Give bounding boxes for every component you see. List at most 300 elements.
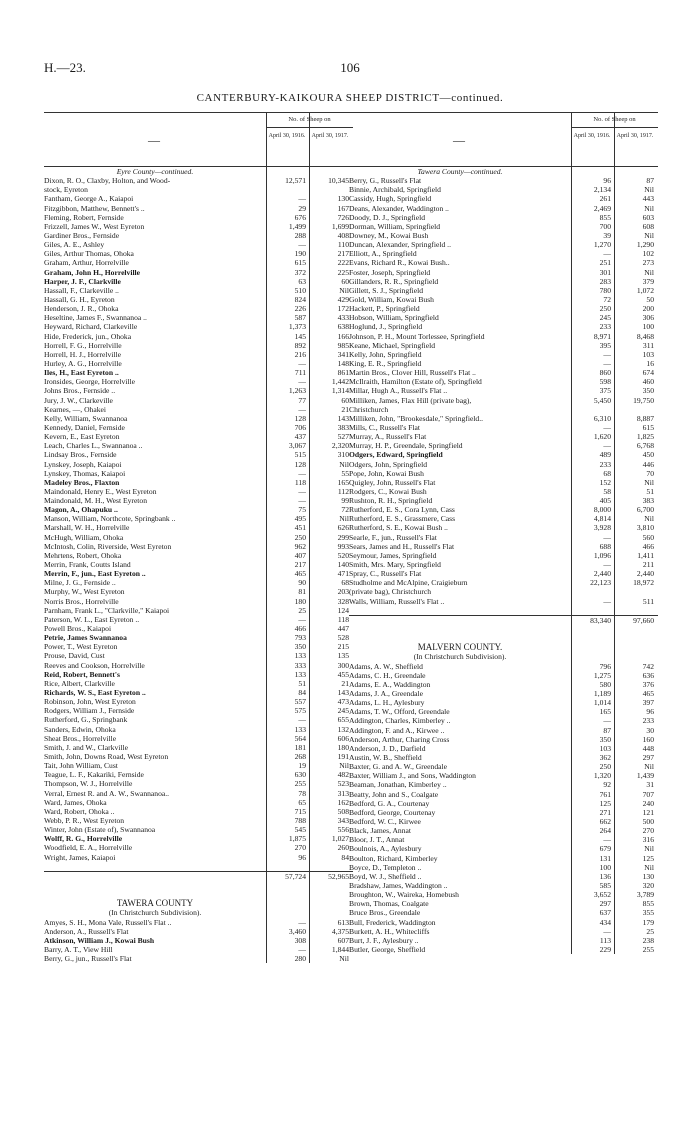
sheep-1916: 824 [294, 294, 306, 304]
table-row [44, 697, 353, 706]
owner-name: Horrell, F. G., Horrelville [44, 340, 122, 350]
table-row [349, 350, 658, 359]
sheep-1917: Nil [644, 862, 654, 872]
sheep-1917: 311 [642, 340, 654, 350]
sheep-1917: Nil [339, 761, 349, 771]
table-row [349, 744, 658, 753]
owner-name: Wright, James, Kaiapoi [44, 852, 116, 862]
sheep-1917: 125 [642, 853, 654, 863]
table-row [349, 231, 658, 240]
table-row [44, 560, 353, 569]
sheep-1917: 112 [337, 486, 349, 496]
sheep-1916: 81 [298, 587, 306, 597]
owner-name: McIntosh, Colin, Riverside, West Eyreton [44, 541, 172, 551]
sheep-1916: 793 [294, 633, 306, 643]
owner-name: Parnham, Frank L., "Clarkville," Kaiapoi [44, 605, 170, 615]
sheep-1916: 395 [599, 340, 611, 350]
sheep-1916: 283 [599, 276, 611, 286]
sheep-1916: 68 [603, 468, 611, 478]
sheep-1917: 217 [337, 249, 349, 259]
table-row [349, 881, 658, 890]
table-row [44, 578, 353, 587]
sheep-1917: 100 [642, 322, 654, 332]
table-row [349, 671, 658, 680]
sheep-1917: 30 [646, 725, 654, 735]
sheep-1917: 523 [337, 779, 349, 789]
sheep-1916: 165 [599, 707, 611, 717]
owner-name: Adams, T. W., Offord, Greendale [349, 707, 450, 717]
sheep-1916: 2,469 [593, 203, 611, 213]
spacer-row [44, 862, 353, 871]
owner-name: Rice, Albert, Clarkville [44, 678, 115, 688]
sheep-1917: 162 [337, 797, 349, 807]
sheep-1916: 1,014 [593, 698, 611, 708]
table-row [349, 863, 658, 872]
table-row [44, 194, 353, 203]
owner-name: Mills, C., Russell's Flat [349, 422, 420, 432]
table-row [349, 441, 658, 450]
table-row [349, 854, 658, 863]
owner-name: Barry, A. T., View Hill [44, 944, 113, 954]
owner-name: Baxter, William J., and Sons, Waddington [349, 771, 476, 781]
sheep-1917: 55 [341, 468, 349, 478]
sheep-1916: 128 [294, 413, 306, 423]
table-row [44, 268, 353, 277]
table-row [44, 386, 353, 395]
sheep-1917: 211 [642, 560, 654, 570]
sheep-1917: Nil [339, 954, 349, 964]
table-row [349, 908, 658, 917]
sheep-1916: 860 [599, 368, 611, 378]
sheep-1917: 160 [642, 734, 654, 744]
owner-name: Iles, H., East Eyreton .. [44, 368, 119, 378]
sheep-1916: 706 [294, 422, 306, 432]
owner-name: Manson, William, Northcote, Springbank .. [44, 514, 176, 524]
owner-name: Dorman, William, Springfield [349, 221, 441, 231]
table-row [44, 258, 353, 267]
sheep-1916: 83,340 [590, 615, 611, 625]
table-row [44, 231, 353, 240]
table-row [44, 460, 353, 469]
right-column [349, 112, 658, 954]
sheep-1917: 143 [337, 688, 349, 698]
sheep-1916: 125 [599, 798, 611, 808]
sheep-1917: Nil [644, 844, 654, 854]
table-row [349, 359, 658, 368]
sheep-1916: 190 [294, 249, 306, 259]
sheep-1916: 75 [298, 505, 306, 515]
spacer-row [349, 634, 658, 643]
page-header [0, 60, 700, 74]
table-row [349, 469, 658, 478]
table-row [349, 560, 658, 569]
owner-name: Foster, Joseph, Springfield [349, 267, 431, 277]
sheep-1916: 226 [294, 304, 306, 314]
owner-name: Lindsay Bros., Fernside [44, 450, 117, 460]
sheep-1916: 288 [294, 230, 306, 240]
sheep-1917: 200 [642, 304, 654, 314]
sheep-1917: 203 [337, 587, 349, 597]
owner-name: Maindonald, M. H., West Eyreton [44, 496, 148, 506]
sheep-1917: 397 [642, 698, 654, 708]
sheep-1916: 1,320 [593, 771, 611, 781]
sheep-1917: Nil [644, 514, 654, 524]
sheep-1917: 482 [337, 770, 349, 780]
sheep-1916: 268 [294, 752, 306, 761]
page-number: 106 [340, 60, 360, 75]
sheep-1916: 662 [599, 816, 611, 826]
owner-name: Jury, J. W., Clarkeville [44, 395, 113, 405]
sheep-1917: 121 [642, 807, 654, 817]
sheep-1916: 557 [294, 697, 306, 707]
table-row [349, 286, 658, 295]
page-title: CANTERBURY-KAIKOURA SHEEP DISTRICT—continued. [196, 92, 504, 104]
owner-name: Rutherford, E. S., Grassmere, Cass [349, 514, 456, 524]
table-row [349, 872, 658, 881]
sheep-1917: 376 [642, 679, 654, 689]
sheep-1916: — [603, 532, 611, 542]
sheep-1917: 556 [337, 825, 349, 835]
table-row [349, 432, 658, 441]
sheep-1916: 118 [294, 477, 306, 487]
table-row [44, 825, 353, 834]
sheep-1917: 2,320 [331, 441, 349, 451]
sheep-1917: 18,972 [633, 578, 654, 588]
owner-column-header: — [453, 133, 465, 147]
owner-name: Bradshaw, James, Waddington .. [349, 880, 448, 890]
sheep-1916: — [298, 240, 306, 250]
sheep-1917: 606 [337, 733, 349, 743]
sheep-1916: 630 [294, 770, 306, 780]
sheep-1917: 433 [337, 313, 349, 323]
table-row [349, 726, 658, 735]
sheep-1917: 60 [341, 395, 349, 405]
owner-name: Keane, Michael, Springfield [349, 340, 436, 350]
owner-name: Madeley Bros., Flaxton [44, 477, 120, 487]
sheep-1916: 25 [298, 605, 306, 615]
sheep-1916: 8,971 [593, 331, 611, 341]
sheep-1916: 715 [294, 806, 306, 816]
sheep-1916: 270 [294, 843, 306, 853]
table-row [349, 844, 658, 853]
owner-name: Atkinson, William J., Kowai Bush [44, 935, 155, 945]
owner-name: Ward, James, Ohoka [44, 797, 107, 807]
table-row [349, 753, 658, 762]
sheep-1917: 180 [337, 742, 349, 752]
sheep-1917: Nil [339, 285, 349, 295]
subdivision-heading [44, 908, 266, 917]
sheep-1916: 333 [294, 660, 306, 670]
sheep-1916: 688 [599, 541, 611, 551]
heading-text: (In Christchurch Subdivision). [413, 652, 507, 662]
sheep-1916: — [603, 441, 611, 451]
sheep-1917: 8,468 [636, 331, 654, 341]
table-header [44, 112, 353, 167]
table-row [349, 542, 658, 551]
sheep-1917: 215 [337, 642, 349, 652]
owner-name: Heyward, Richard, Clarkeville [44, 322, 138, 332]
sheep-1917: 613 [337, 917, 349, 927]
table-row [349, 368, 658, 377]
owner-name: Kennedy, Daniel, Fernside [44, 422, 125, 432]
table-row [44, 761, 353, 770]
table-row [44, 606, 353, 615]
owner-name: Milliken, James, Flax Hill (private bag), [349, 395, 472, 405]
owner-name: Kevern, E., East Eyreton [44, 432, 120, 442]
sheep-1916: 3,928 [593, 523, 611, 533]
sheep-1916: 4,814 [593, 514, 611, 524]
table-row [44, 679, 353, 688]
owner-name: Brown, Thomas, Coalgate [349, 899, 429, 909]
owner-name: Evans, Richard R., Kowai Bush.. [349, 258, 450, 268]
table-row [349, 780, 658, 789]
sheep-1916: 57,724 [285, 871, 306, 881]
owner-name: Webb, P. R., West Eyreton [44, 815, 125, 825]
sheep-1916: 1,275 [593, 670, 611, 680]
owner-name: Horrell, H. J., Horrelville [44, 349, 121, 359]
sheep-1917: Nil [644, 267, 654, 277]
sheep-1917: 118 [337, 614, 349, 624]
sheep-1916: 788 [294, 815, 306, 825]
owner-name: Rutherford, S. E., Kowai Bush .. [349, 523, 448, 533]
sheep-1916: 245 [599, 313, 611, 323]
heading-text: (In Christchurch Subdivision). [108, 908, 202, 918]
owner-name: Wolff, R. G., Horrelville [44, 834, 123, 844]
sheep-1916: — [603, 422, 611, 432]
sheep-1917: 726 [337, 212, 349, 222]
owner-name: Black, James, Annat [349, 826, 412, 836]
spacer-row [44, 890, 353, 899]
sheep-1917: 350 [642, 386, 654, 396]
sheep-1916: 233 [599, 322, 611, 332]
owner-name: Fantham, George A., Kaiapoi [44, 194, 134, 204]
report-ref: H.—23. [44, 60, 86, 75]
owner-name: Spray, C., Russell's Flat [349, 569, 422, 579]
sheep-1917: 240 [642, 798, 654, 808]
sheep-1917: 52,965 [328, 871, 349, 881]
sheep-1916: 250 [599, 304, 611, 314]
table-row [44, 304, 353, 313]
table-row [44, 332, 353, 341]
column-divider [266, 167, 267, 963]
sheep-1917: 343 [337, 815, 349, 825]
sheep-1917: Nil [644, 203, 654, 213]
sheep-1916: 255 [294, 779, 306, 789]
owner-name: Winter, John (Estate of), Swannanoa [44, 825, 156, 835]
table-row [44, 743, 353, 752]
table-row [44, 661, 353, 670]
table-row [44, 432, 353, 441]
owner-name: Binnie, Archibald, Springfield [349, 185, 441, 195]
sheep-1917: 674 [642, 368, 654, 378]
sheep-1917: 603 [642, 212, 654, 222]
owner-name: Searle, F., jun., Russell's Flat [349, 532, 437, 542]
owner-name: Power, T., West Eyreton [44, 642, 118, 652]
table-row [349, 936, 658, 945]
owner-column-header: — [148, 133, 160, 147]
table-row [44, 954, 353, 963]
year-1917-header: April 30, 1917. [311, 133, 349, 139]
table-row [44, 377, 353, 386]
owner-name: Austin, W. B., Sheffield [349, 753, 422, 762]
left-rows [44, 167, 353, 963]
sheep-1917: 455 [337, 669, 349, 679]
table-row [349, 899, 658, 908]
table-row [44, 624, 353, 633]
sheep-1917: Nil [644, 762, 654, 772]
sheep-1916: 78 [298, 788, 306, 798]
owner-name: Sanders, Edwin, Ohoka [44, 724, 116, 734]
sheep-1916: — [298, 468, 306, 478]
sheep-1916: 451 [294, 523, 306, 533]
owner-name: Milne, J. G., Fernside .. [44, 578, 116, 588]
sheep-1916: 12,571 [285, 176, 306, 186]
sheep-1916: 2,134 [593, 185, 611, 195]
header-rule [266, 127, 353, 128]
owner-name: Smith, Mrs. Mary, Springfield [349, 560, 441, 570]
sheep-1917: 320 [642, 880, 654, 890]
sheep-1916: 515 [294, 450, 306, 460]
sheep-1916: 8,000 [593, 505, 611, 515]
sheep-1916: — [603, 560, 611, 570]
sheep-1916: 63 [298, 276, 306, 286]
sheep-1916: 216 [294, 349, 306, 359]
owner-name: Paterson, W. L., East Eyreton .. [44, 614, 140, 624]
sheep-1916: — [298, 486, 306, 496]
table-row [349, 185, 658, 194]
sheep-1916: 51 [298, 678, 306, 688]
table-row [44, 405, 353, 414]
owner-name: Addington, Charles, Kimberley .. [349, 716, 451, 726]
sheep-1917: 270 [642, 826, 654, 836]
table-row [349, 194, 658, 203]
owner-name: Johns Bros., Fernside .. [44, 386, 116, 396]
table-row [44, 597, 353, 606]
column-divider [614, 167, 615, 954]
sheep-1916: 580 [599, 679, 611, 689]
owner-name: Giles, Arthur Thomas, Ohoka [44, 249, 134, 259]
table-row [44, 843, 353, 852]
sheep-1916: — [298, 358, 306, 368]
sheep-1916: 251 [599, 258, 611, 268]
table-row [44, 341, 353, 350]
sheep-1917: Nil [644, 477, 654, 487]
sheep-1917: 313 [337, 788, 349, 798]
owner-name: Boyd, W. J., Sheffield .. [349, 871, 422, 881]
sheep-1916: — [603, 358, 611, 368]
table-row [44, 277, 353, 286]
sheep-1917: 6,768 [636, 441, 654, 451]
owner-name: Gillett, S. J., Springfield [349, 285, 424, 295]
sheep-1916: — [298, 715, 306, 725]
owner-name: Beatty, John and S., Coalgate [349, 789, 439, 799]
sheep-1916: — [603, 716, 611, 726]
sheep-1917: 465 [642, 689, 654, 699]
owner-name: Prouse, David, Cust [44, 651, 105, 661]
table-row [44, 642, 353, 651]
table-row [44, 368, 353, 377]
table-row [44, 651, 353, 660]
sheep-1916: 145 [294, 331, 306, 341]
sheep-1916: 1,270 [593, 240, 611, 250]
sheep-1916: 700 [599, 221, 611, 231]
sheep-1916: 308 [294, 935, 306, 945]
owner-name: Mehrtens, Robert, Ohoka [44, 550, 122, 560]
table-row [44, 222, 353, 231]
table-row [44, 633, 353, 642]
table-row [44, 779, 353, 788]
owner-name: Sears, James and H., Russell's Flat [349, 541, 455, 551]
sheep-1916: 77 [298, 395, 306, 405]
table-row [349, 533, 658, 542]
sheep-1917: 10,345 [328, 176, 349, 186]
sheep-1917: 191 [337, 752, 349, 761]
table-row [349, 578, 658, 587]
sheep-1917: 500 [642, 816, 654, 826]
sheep-1916: 679 [599, 844, 611, 854]
sheep-1917: 70 [646, 468, 654, 478]
owner-name: Robinson, John, West Eyreton [44, 697, 136, 707]
sheep-1917: 985 [337, 340, 349, 350]
sheep-1916: 301 [599, 267, 611, 277]
table-row [44, 936, 353, 945]
owner-name: Kelly, John, Springfield [349, 349, 422, 359]
table-row [349, 258, 658, 267]
sheep-1917: Nil [644, 230, 654, 240]
sheep-1916: 711 [294, 368, 306, 378]
owner-name: Amyes, S. H., Mona Vale, Russell's Flat .. [44, 917, 172, 927]
sheep-1917: 233 [642, 716, 654, 726]
sheep-1916: 250 [294, 532, 306, 542]
table-row [349, 176, 658, 185]
table-row [44, 734, 353, 743]
sheep-1917: 103 [642, 349, 654, 359]
sheep-1917: 135 [337, 651, 349, 661]
sheep-1917: 316 [642, 835, 654, 845]
sheep-1917: 245 [337, 706, 349, 716]
sheep-1916: 495 [294, 514, 306, 524]
sheep-1917: 450 [642, 450, 654, 460]
table-row [44, 816, 353, 825]
sheep-1917: 1,442 [331, 377, 349, 387]
sheep-1917: 143 [337, 413, 349, 423]
sheep-1917: 1,825 [636, 432, 654, 442]
sheep-1916: 437 [294, 432, 306, 442]
sheep-1917: 297 [642, 753, 654, 762]
table-row [349, 204, 658, 213]
year-1917-header: April 30, 1917. [616, 133, 654, 139]
total-row [349, 615, 658, 625]
sheep-1917: 429 [337, 294, 349, 304]
sheep-1917: 306 [642, 313, 654, 323]
table-row [44, 770, 353, 779]
sheep-1917: 473 [337, 697, 349, 707]
table-row [349, 341, 658, 350]
sheep-1917: 1,844 [331, 944, 349, 954]
sheep-1916: — [298, 614, 306, 624]
table-row [349, 587, 658, 596]
owner-name: Bedford, W. C., Kirwee [349, 816, 421, 826]
table-row [44, 295, 353, 304]
owner-name: Hassall, G. H., Eyreton [44, 294, 115, 304]
sheep-1917: 742 [642, 661, 654, 671]
owner-name: Christchurch [349, 404, 389, 414]
sheep-1917: 6,700 [636, 505, 654, 515]
no-sheep-header: No. of Sheep on [593, 116, 636, 123]
owner-name: Merrin, F., jun., East Eyreton .. [44, 569, 146, 579]
sheep-1917: 408 [337, 230, 349, 240]
table-row [44, 615, 353, 624]
